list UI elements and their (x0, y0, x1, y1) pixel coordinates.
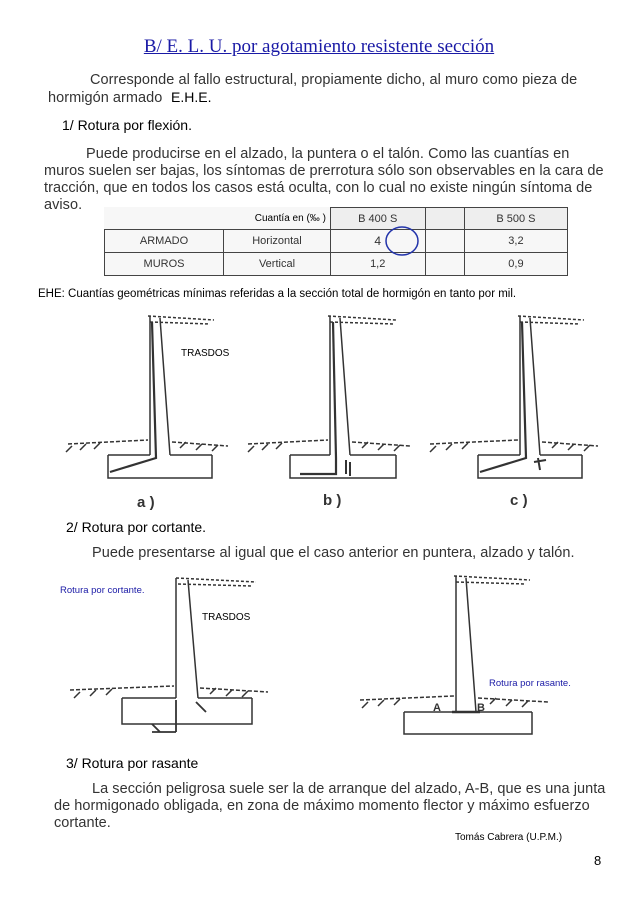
section2-heading: 2/ Rotura por cortante. (66, 519, 207, 535)
section3-para-1: La sección peligrosa suele ser la de arranque del alzado, A-B, que es una junta (92, 781, 606, 797)
fig-label-c: c ) (510, 492, 528, 509)
intro-line-1: Corresponde al fallo estructural, propiamente dicho, al muro como pieza de (90, 72, 578, 88)
row-muros-type: Vertical (224, 253, 331, 276)
wall-diagram-rasante (360, 576, 548, 734)
page-title: B/ E. L. U. por agotamiento resistente sección (143, 36, 495, 57)
wall-diagram-cortante (70, 578, 268, 732)
col-b500-header: B 500 S (464, 208, 567, 230)
row-muros-group: MUROS (105, 253, 224, 276)
section2-para: Puede presentarse al igual que el caso anterior en puntera, alzado y talón. (92, 545, 575, 561)
row-armado-type: Horizontal (224, 230, 331, 253)
section1-para-4: aviso. (44, 197, 83, 213)
fig-label-b: b ) (323, 492, 342, 509)
point-b-label: B (477, 702, 485, 714)
row-armado-group: ARMADO (105, 230, 224, 253)
col-b400-header: B 400 S (330, 208, 425, 230)
wall-diagram-a (66, 316, 228, 478)
section3-para-3: cortante. (54, 815, 111, 831)
trasdos-label-1: TRASDOS (181, 348, 230, 359)
cuantia-header-label: Cuantía en (‰ ) (254, 212, 326, 224)
section3-para-2: de hormigonado obligada, en zona de máximo momento flector y máximo esfuerzo (54, 798, 590, 814)
section1-heading: 1/ Rotura por flexión. (62, 117, 192, 133)
page-number: 8 (594, 853, 602, 868)
point-a-label: A (433, 702, 441, 714)
note-rotura-rasante: Rotura por rasante. (489, 678, 571, 689)
wall-diagram-c (430, 316, 598, 478)
row-armado-b400: 4 (330, 230, 425, 253)
highlight-circle (386, 227, 418, 255)
ehe-label: E.H.E. (171, 89, 212, 105)
trasdos-label-2: TRASDOS (202, 612, 251, 623)
table-note: EHE: Cuantías geométricas mínimas referidas a la sección total de hormigón en tanto por mil. (38, 288, 517, 300)
section1-para-1: Puede producirse en el alzado, la puntera o el talón. Como las cuantías en (86, 146, 570, 162)
wall-diagram-b (248, 316, 410, 478)
footer-author: Tomás Cabrera (U.P.M.) (455, 832, 563, 843)
section3-heading: 3/ Rotura por rasante (66, 755, 199, 771)
fig-label-a: a ) (137, 494, 155, 511)
section1-para-3: tracción, que en todos los casos está oculta, con lo cual no existe ningún síntoma de (44, 180, 593, 196)
note-rotura-cortante: Rotura por cortante. (60, 585, 145, 596)
intro-line-2: hormigón armado (48, 90, 163, 106)
section1-para-2: muros suelen ser bajas, los síntomas de prerrotura sólo son observables en la cara de (44, 163, 604, 179)
row-muros-b400: 1,2 (330, 253, 425, 276)
row-armado-b500: 3,2 (464, 230, 567, 253)
row-muros-b500: 0,9 (464, 253, 567, 276)
